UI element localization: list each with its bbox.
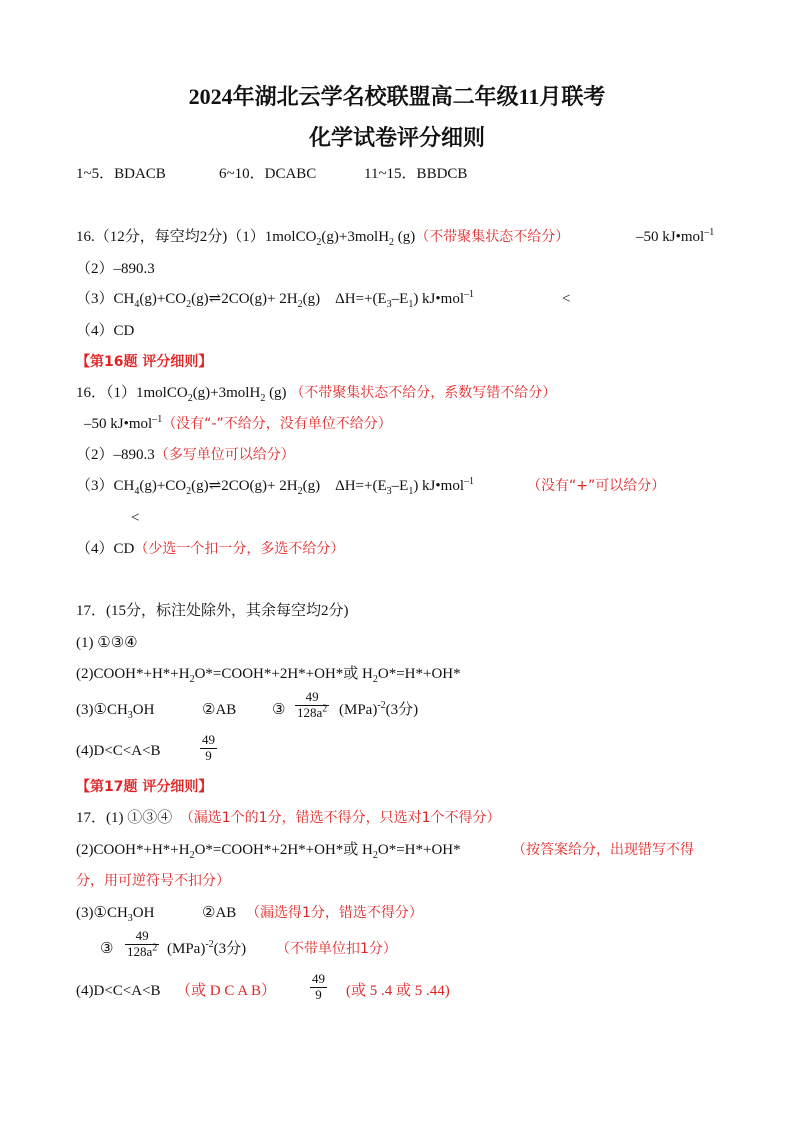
q16-line3-compare: < [562,291,571,307]
q16-line1-value: –50 kJ•mol$^{-1}$ [636,227,715,245]
mc-answers-6-10: 6~10．DCABC [219,166,317,182]
q17-line5: (4)D<C<A<B [76,743,161,759]
q17-detail-line4-marker: ③ [100,941,114,957]
q17-fraction-1: $\frac{49}{128a^2}$ [297,689,328,720]
q17-detail-line4-note: （不带单位扣1分） [276,941,397,957]
q16-detail-line4: $(3)CH_4(g)+CO_2(g)\rightleftharpoons 2CO(g)+ 2H_2(g)$ $\Delta H=+(E_3-E_1)$ kJ•mol$^{-1}$ [76,476,474,497]
mc-answers-1-5: 1~5．BDACB [76,166,166,182]
q17-detail-line1-note: （漏选1个的1分，错选不得分，只选对1个不得分） [179,810,501,826]
q17-detail-line2-note-cont: 分，用可逆符号不扣分） [76,873,230,889]
q17-detail-line5: (4)D<C<A<B [76,983,161,999]
q17-line3: $(2)COOH*+H*+H_2O*=COOH*+2H*+OH*$或 $H_2O*=H*+OH*$ [76,666,461,685]
q16-detail-line6: （4）CD（少选一个扣一分，多选不给分） [76,541,345,557]
q17-detail-line3-note: （漏选得1分，错选不得分） [246,905,423,921]
q16-detail-line2: –50 kJ•mol$^{-1}$（没有“-”不给分，没有单位不给分） [84,414,392,432]
q17-line4-part2: ②AB [202,702,237,718]
page-title: 2024年湖北云学名校联盟高二年级11月联考 [188,84,606,109]
q17-detail-heading: 【第17题 评分细则】 [76,779,213,795]
q16-detail-line6-note: （少选一个扣一分，多选不给分） [134,541,345,557]
mc-answers-11-15: 11~15．BBDCB [364,166,468,182]
q17-detail-line3-part1: $(3)①CH_3OH$ [76,905,155,924]
q16-detail-line3-note: （多写单位可以给分） [154,447,295,463]
q16-detail-line3: （2）–890.3（多写单位可以给分） [76,447,295,463]
q16-line1: 16.（12分，每空均2分)（1）1molCO$_2$(g)+3molH$_2$ (g)（不带聚集状态不给分） [76,229,570,248]
q16-detail-line4-note: （没有“+”可以给分） [527,478,666,494]
q17-detail-line5-note2: (或 5 .4 或 5 .44) [346,983,450,999]
q17-line4-part4: (MPa)$^{-2}$(3分) [339,700,419,718]
page-subtitle: 化学试卷评分细则 [308,125,485,150]
q16-detail-line1-note: （不带聚集状态不给分，系数写错不给分） [290,385,557,401]
q16-line1-note: （不带聚集状态不给分） [415,229,570,245]
q17-line4-part3: ③ [272,702,286,718]
q17-fraction-2: $\frac{49}{9}$ [202,732,215,763]
q17-detail-line4-unit: (MPa)$^{-2}$(3分) [167,939,247,957]
q16-detail-heading: 【第16题 评分细则】 [76,354,213,370]
q17-detail-line2-note: （按答案给分，出现错写不得 [512,842,694,858]
q17-detail-line2: $(2)COOH*+H*+H_2O*=COOH*+2H*+OH*$或 $H_2O*=H*+OH*$ [76,842,461,861]
q17-detail-fraction-1: $\frac{49}{128a^2}$ [127,928,158,959]
q17-line4-part1: $(3)①CH_3OH$ [76,702,155,721]
q16-line3: $(3)CH_4(g)+CO_2(g)\rightleftharpoons 2CO(g)+ 2H_2(g)$ $\Delta H=+(E_3-E_1)$ kJ•mol$^{-1}$ [76,289,474,310]
q17-detail-line1: 17．(1) ①③④ （漏选1个的1分，错选不得分，只选对1个不得分） [76,810,501,826]
q17-detail-line3-part2: ②AB [202,905,237,921]
q16-line2: （2）–890.3 [76,261,155,277]
q16-detail-line2-note: （没有“-”不给分，没有单位不给分） [162,416,392,432]
q17-line1: 17．(15分，标注处除外，其余每空均2分) [76,603,349,619]
q16-detail-line5: < [131,510,140,526]
q17-line2: (1) ①③④ [76,635,138,651]
q17-detail-fraction-2: $\frac{49}{9}$ [312,971,325,1002]
q17-detail-line5-note1: （或 D C A B） [176,983,277,999]
q16-line4: （4）CD [76,323,135,339]
q16-detail-line1: 16．（1）1molCO$_2$(g)+3molH$_2$ (g) （不带聚集状态不给分，系数写错不给分） [76,385,557,404]
